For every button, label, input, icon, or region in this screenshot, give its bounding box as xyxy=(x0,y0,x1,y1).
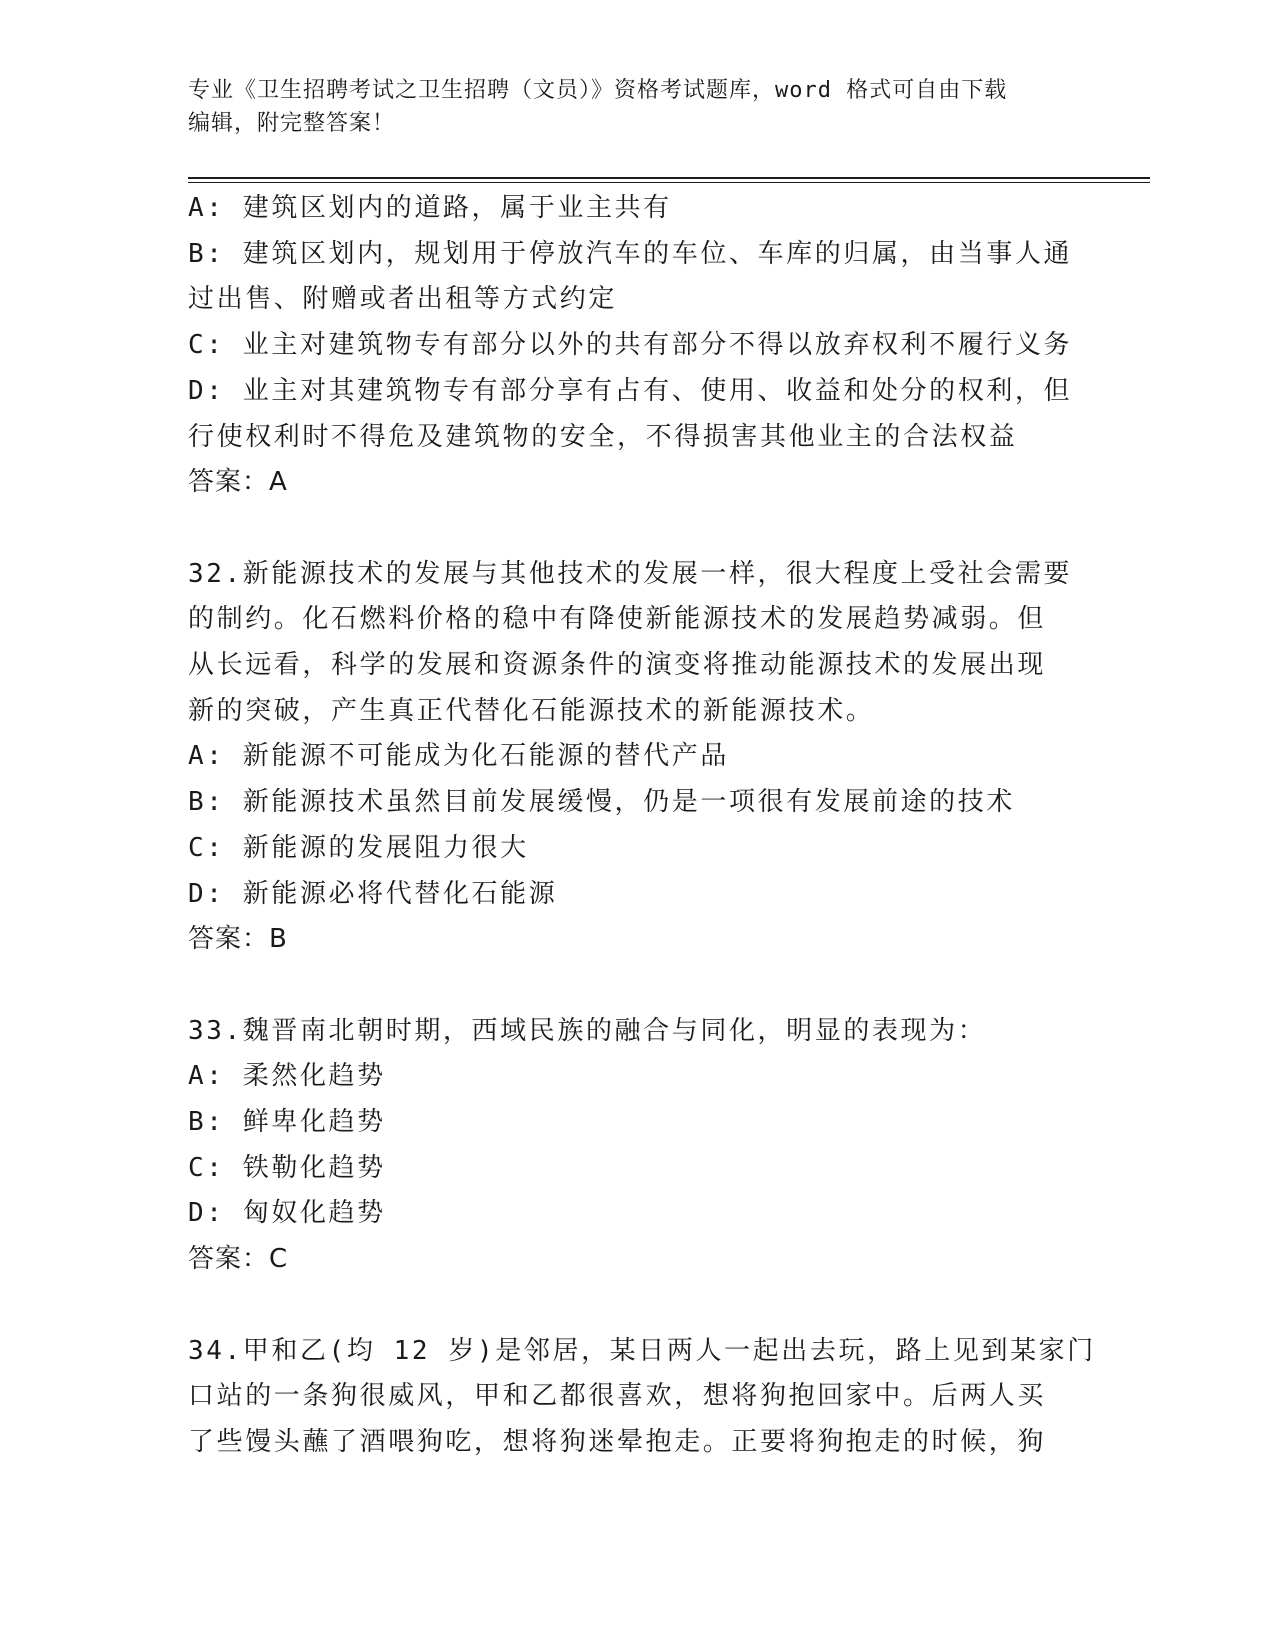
answer-line: 答案：B xyxy=(188,924,288,955)
question-stem: 的制约。化石燃料价格的稳中有降使新能源技术的发展趋势减弱。但 xyxy=(188,604,1047,635)
option-b-continued: 过出售、附赠或者出租等方式约定 xyxy=(188,284,618,315)
question-32 xyxy=(188,552,1088,963)
question-31 xyxy=(188,186,1088,506)
answer-line: 答案：C xyxy=(188,1244,289,1275)
option-c: C: 铁勒化趋势 xyxy=(188,1152,386,1183)
document-header xyxy=(188,74,1088,140)
question-stem: 33.魏晋南北朝时期，西域民族的融合与同化，明显的表现为： xyxy=(188,1015,987,1046)
option-d: D: 新能源必将代替化石能源 xyxy=(188,878,558,909)
spacer xyxy=(188,1283,1088,1329)
option-b: B: 鲜卑化趋势 xyxy=(188,1107,386,1138)
question-stem: 从长远看，科学的发展和资源条件的演变将推动能源技术的发展出现 xyxy=(188,650,1047,681)
option-b: B: 新能源技术虽然目前发展缓慢，仍是一项很有发展前途的技术 xyxy=(188,787,1015,818)
header-divider-thin xyxy=(188,182,1150,183)
question-stem: 32.新能源技术的发展与其他技术的发展一样，很大程度上受社会需要 xyxy=(188,558,1073,589)
question-stem: 34.甲和乙(均 12 岁)是邻居，某日两人一起出去玩，路上见到某家门 xyxy=(188,1335,1096,1366)
option-d: D: 业主对其建筑物专有部分享有占有、使用、收益和处分的权利，但 xyxy=(188,375,1073,406)
question-34 xyxy=(188,1329,1096,1466)
question-33 xyxy=(188,1009,1088,1283)
option-a: A: 建筑区划内的道路，属于业主共有 xyxy=(188,193,672,223)
option-d: D: 匈奴化趋势 xyxy=(188,1198,386,1229)
option-c: C: 新能源的发展阻力很大 xyxy=(188,832,529,863)
question-list xyxy=(188,186,1096,1466)
question-stem: 口站的一条狗很威风，甲和乙都很喜欢，想将狗抱回家中。后两人买 xyxy=(188,1381,1047,1412)
header-line: 专业《卫生招聘考试之卫生招聘（文员）》资格考试题库，word 格式可自由下载 xyxy=(188,78,1008,103)
question-stem: 新的突破，产生真正代替化石能源技术的新能源技术。 xyxy=(188,695,875,726)
question-stem: 了些馒头蘸了酒喂狗吃，想将狗迷晕抱走。正要将狗抱走的时候，狗 xyxy=(188,1426,1047,1457)
spacer xyxy=(188,506,1088,552)
spacer xyxy=(188,963,1088,1009)
header-divider xyxy=(188,177,1150,179)
header-line: 编辑，附完整答案！ xyxy=(188,111,396,136)
option-c: C: 业主对建筑物专有部分以外的共有部分不得以放弃权利不履行义务 xyxy=(188,330,1073,361)
option-d-continued: 行使权利时不得危及建筑物的安全，不得损害其他业主的合法权益 xyxy=(188,421,1018,452)
option-a: A: 新能源不可能成为化石能源的替代产品 xyxy=(188,741,729,772)
answer-line: 答案：A xyxy=(188,467,288,498)
option-a: A: 柔然化趋势 xyxy=(188,1061,386,1092)
option-b: B: 建筑区划内，规划用于停放汽车的车位、车库的归属，由当事人通 xyxy=(188,238,1073,269)
